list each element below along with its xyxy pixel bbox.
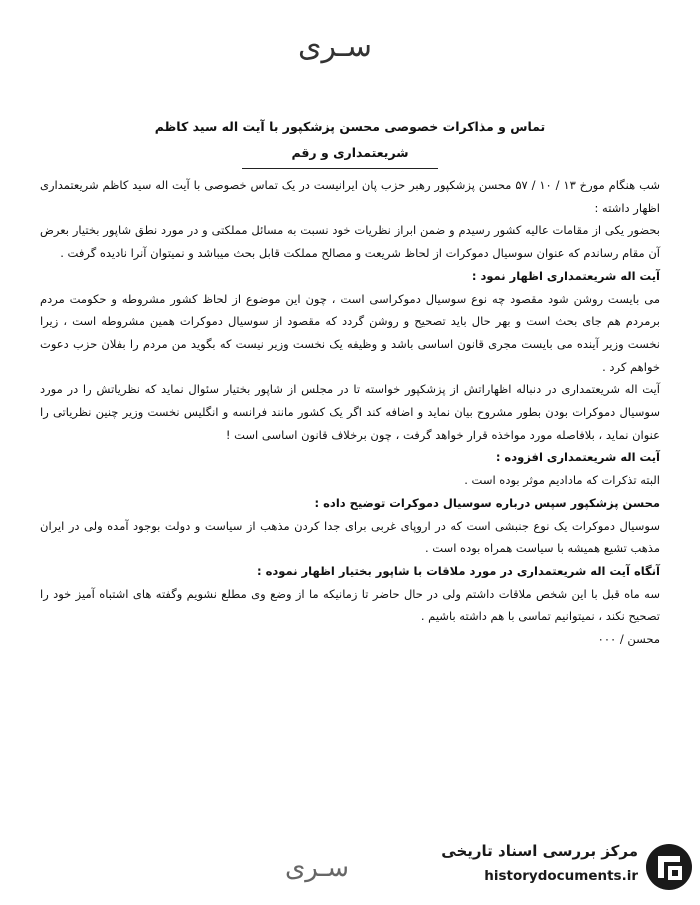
classification-stamp-top: سـری	[298, 29, 372, 64]
paragraph-parliament-request: آیت اله شریعتمداری در دنباله اظهاراتش از پزشکپور خواسته تا در مجلس از شاپور بختیار سئوال نماید که نظریاتش را در مورد سوسیال دموکرات بودن بطور مشروح بیان نماید و اضافه کند اگر یک کشور مانند فرانسه و انگلیس نخست وزیر چنین نظریاتی را عنوان نماید ، بلافاصله مورد مواخذه قرار خواهد گرفت ، چون برخلاف قانون اساسی است !	[40, 382, 660, 442]
speaker-heading: آیت اله شریعتمداری اظهار نمود :	[471, 268, 660, 283]
document-body	[40, 174, 660, 651]
paragraph-shariatmadari-response: می بایست روشن شود مقصود چه نوع سوسیال دموکراسی است ، چون این موضوع از لحاظ کشور مشروطه و حکومت مردم برمردم هم جای بحث است و بهر حال باید تصحیح و روشن گردد که مقصود از سوسیال دموکرات همین مشروطه است ، زیرا نخست وزیر آینده می بایست مجری قانون اساسی باشد و وظیفه یک نخست وزیر نیست که بگوید من مردم را بفلان حزب دعوت خواهم کرد .	[40, 291, 660, 374]
speaker-heading: آنگاه آیت اله شریعتمداری در مورد ملاقات با شاپور بختیار اظهار نموده :	[257, 563, 660, 578]
title-line-1: تماس و مذاکرات خصوصی محسن پزشکپور با آیت اله سید کاظم	[154, 119, 546, 134]
document-title	[140, 114, 560, 166]
title-underline	[242, 168, 438, 169]
document-signature: محسن / ۰۰۰	[597, 632, 660, 647]
watermark-name: مرکز بررسی اسناد تاریخی	[441, 842, 638, 860]
paragraph-social-democrat-explanation: سوسیال دموکرات یک نوع جنبشی است که در اروپای غربی برای جدا کردن مذهب از سیاست و دولت بوجود آمده ولی در ایران مذهب تشیع همیشه با سیاست همراه بوده است .	[40, 518, 660, 556]
paragraph-pezeshkpour-report: بحضور یکی از مقامات عالیه کشور رسیدم و ضمن ابراز نظریات خود نسبت به مسائل مملکتی و در مورد نطق شاپور بختیار بعرض آن مقام رساندم که عنوان سوسیال دموکرات از لحاظ شریعت و مصالح مملکت قابل بحث میباشد و نمیتوان آنرا نادیده گرفت .	[40, 223, 660, 261]
watermark	[412, 838, 694, 896]
archive-logo-icon	[644, 842, 694, 892]
speaker-heading: محسن پزشکپور سپس درباره سوسیال دموکرات توضیح داده :	[314, 495, 660, 510]
title-line-2: شریعتمداری و رقم	[291, 145, 409, 160]
watermark-url: historydocuments.ir	[484, 868, 638, 884]
paragraph-reminders: البته تذکرات که مادادیم موثر بوده است .	[464, 473, 660, 488]
speaker-heading: آیت اله شریعتمداری افزوده :	[495, 450, 660, 465]
classification-stamp-bottom: سـری	[284, 853, 350, 883]
paragraph-intro: شب هنگام مورخ ۱۳ / ۱۰ / ۵۷ محسن پزشکپور رهبر حزب پان ایرانیست در یک تماس خصوصی با آیت اله سید کاظم شریعتمداری اظهار داشته :	[40, 178, 661, 215]
paragraph-bakhtiar-meeting: سه ماه قبل با این شخص ملاقات داشتم ولی در حال حاضر تا زمانیکه ما از وضع وی مطلع نشویم وگفته های اشتباه آمیز خود را تصحیح نکند ، نمیتوانیم تماسی با هم داشته باشیم .	[40, 586, 660, 624]
